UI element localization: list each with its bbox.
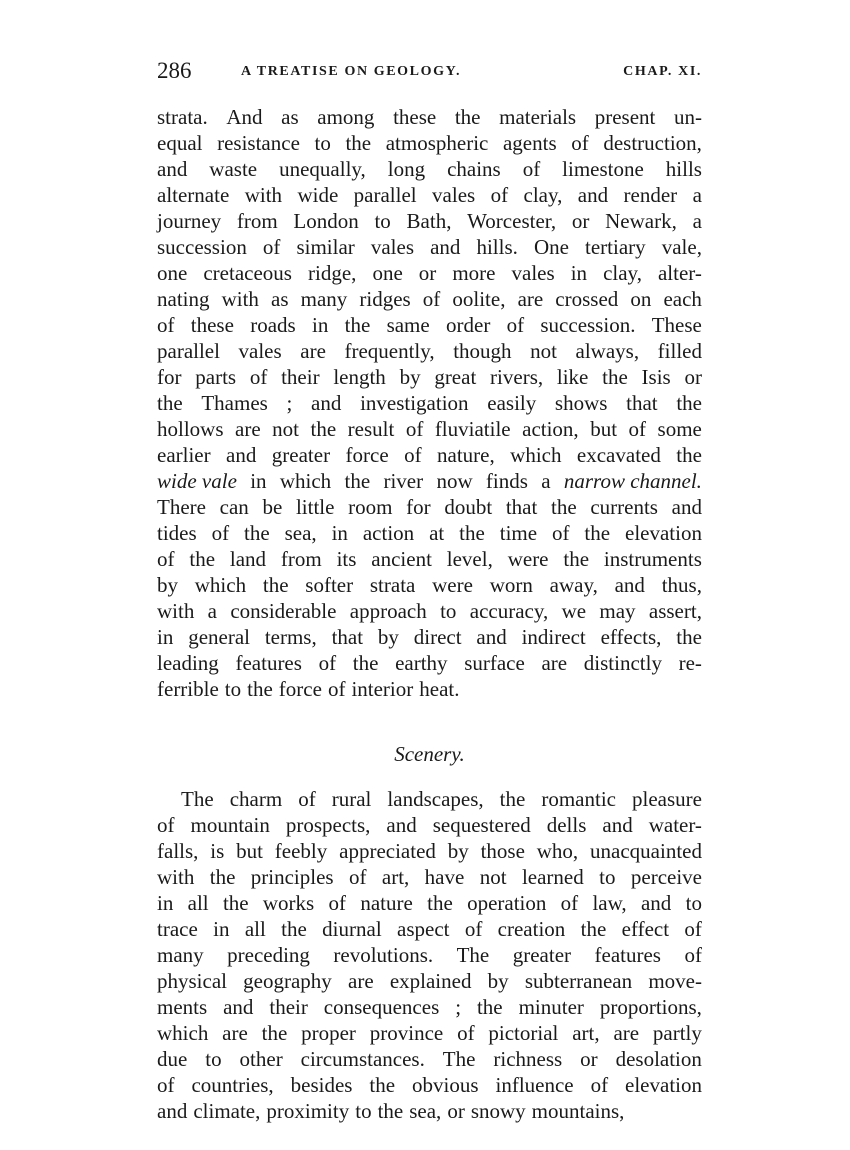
text-line: hollows are not the result of fluviatile action, but of some xyxy=(157,417,702,441)
text-line: tides of the sea, in action at the time of the elevation xyxy=(157,521,702,545)
text-line: due to other circumstances. The richness or desolation xyxy=(157,1047,702,1071)
text-line: ferrible to the force of interior heat. xyxy=(157,677,460,701)
section-heading-scenery: Scenery. xyxy=(394,742,465,766)
text-line: the Thames ; and investigation easily shows that the xyxy=(157,391,702,415)
text-line: many preceding revolutions. The greater features of xyxy=(157,943,702,967)
text-line: and climate, proximity to the sea, or snowy mountains, xyxy=(157,1099,625,1123)
text-line: and waste unequally, long chains of limestone hills xyxy=(157,157,702,181)
text-line: strata. And as among these the materials present un- xyxy=(157,105,702,129)
text-line: journey from London to Bath, Worcester, or Newark, a xyxy=(157,209,702,233)
text-line: by which the softer strata were worn away, and thus, xyxy=(157,573,702,597)
text-line: of mountain prospects, and sequestered dells and water- xyxy=(157,813,702,837)
page-number: 286 xyxy=(157,58,192,83)
book-page xyxy=(157,58,702,1124)
text-line: of countries, besides the obvious influence of elevation xyxy=(157,1073,702,1097)
text-line: parallel vales are frequently, though not always, filled xyxy=(157,339,702,363)
text-line: equal resistance to the atmospheric agents of destruction, xyxy=(157,131,702,155)
chapter-label: CHAP. XI. xyxy=(623,64,702,79)
text-line: wide vale in which the river now finds a narrow channel. xyxy=(157,469,702,493)
text-line: with a considerable approach to accuracy, we may assert, xyxy=(157,599,702,623)
paragraph-strata xyxy=(157,104,702,702)
text-line: of the land from its ancient level, were the instruments xyxy=(157,547,702,571)
text-line: physical geography are explained by subterranean move- xyxy=(157,969,702,993)
paragraph-scenery xyxy=(157,786,702,1124)
running-head xyxy=(157,58,702,92)
text-line: nating with as many ridges of oolite, are crossed on each xyxy=(157,287,702,311)
text-line: earlier and greater force of nature, which excavated the xyxy=(157,443,702,467)
book-title: A TREATISE ON GEOLOGY. xyxy=(241,64,462,79)
text-line: falls, is but feebly appreciated by those who, unacquainted xyxy=(157,839,702,863)
text-line: one cretaceous ridge, one or more vales in clay, alter- xyxy=(157,261,702,285)
text-line: leading features of the earthy surface are distinctly re- xyxy=(157,651,702,675)
text-line: trace in all the diurnal aspect of creation the effect of xyxy=(157,917,702,941)
text-line: with the principles of art, have not learned to perceive xyxy=(157,865,702,889)
text-line: of these roads in the same order of succession. These xyxy=(157,313,702,337)
text-line: in general terms, that by direct and indirect effects, the xyxy=(157,625,702,649)
text-line: which are the proper province of pictorial art, are partly xyxy=(157,1021,702,1045)
text-line: The charm of rural landscapes, the romantic pleasure xyxy=(181,787,702,811)
text-line: succession of similar vales and hills. One tertiary vale, xyxy=(157,235,702,259)
text-line: for parts of their length by great rivers, like the Isis or xyxy=(157,365,702,389)
text-line: There can be little room for doubt that the currents and xyxy=(157,495,702,519)
text-line: in all the works of nature the operation of law, and to xyxy=(157,891,702,915)
text-line: ments and their consequences ; the minuter proportions, xyxy=(157,995,702,1019)
text-line: alternate with wide parallel vales of clay, and render a xyxy=(157,183,702,207)
